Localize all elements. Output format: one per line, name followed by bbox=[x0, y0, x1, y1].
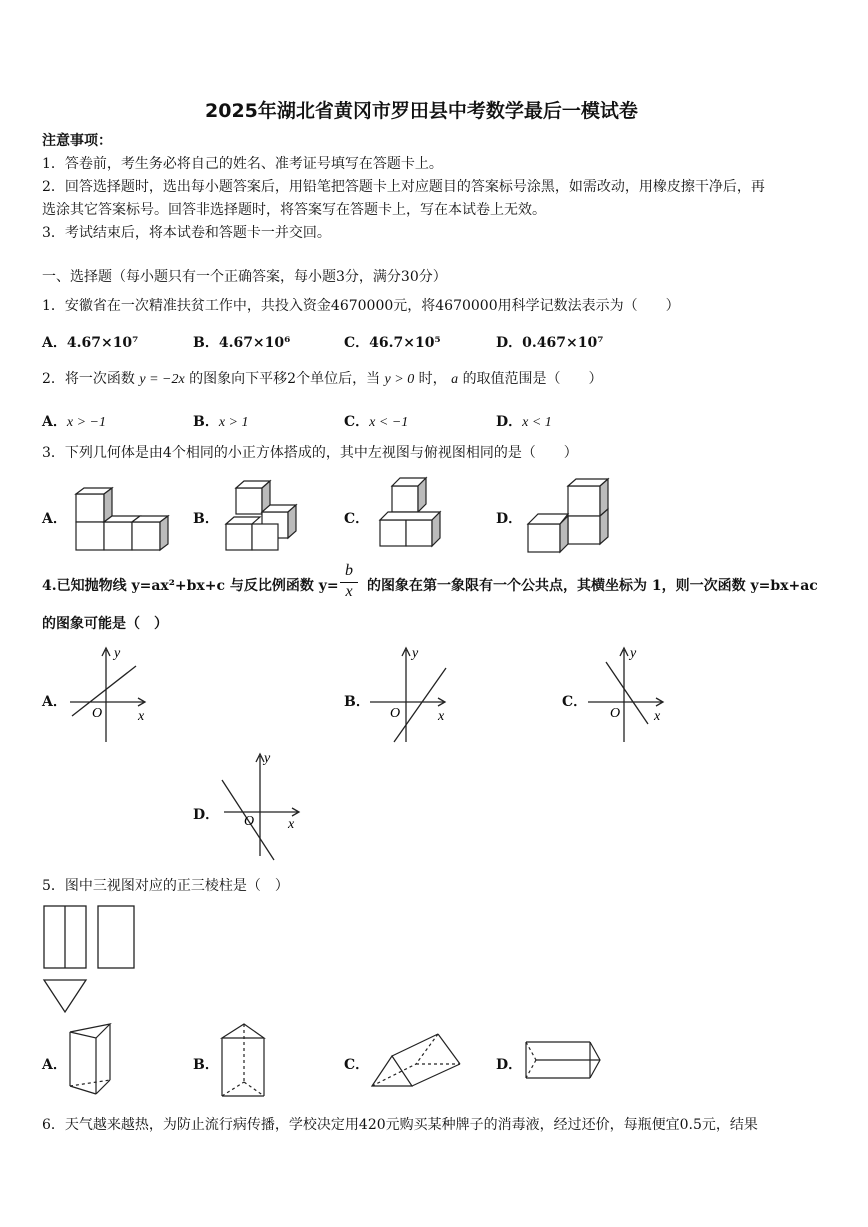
axis-label-x: x bbox=[438, 709, 445, 724]
q6-stem: 6．天气越来越热，为防止流行病传播，学校决定用420元购买某种牌子的消毒液，经过还价，每瓶便宜0.5元，结果 bbox=[42, 1117, 758, 1133]
notice-item-3: 3．考试结束后，将本试卷和答题卡一并交回。 bbox=[42, 225, 331, 241]
origin-label: O bbox=[610, 706, 621, 721]
option-math: x > 1 bbox=[218, 415, 249, 430]
q4-stem-part3: 的图象可能是（ ） bbox=[42, 616, 168, 632]
origin-label: O bbox=[390, 706, 401, 721]
q4-stem-part2: 的图象在第一象限有一个公共点，其横坐标为 1，则一次函数 y=bx+ac bbox=[367, 578, 818, 594]
q2-stem bbox=[42, 370, 603, 389]
q2-option-c bbox=[344, 411, 408, 431]
q3-option-c-label: C． bbox=[344, 511, 370, 527]
q3-option-a-label: A． bbox=[42, 511, 67, 527]
origin-label: O bbox=[92, 706, 103, 721]
q5-option-d-label: D． bbox=[496, 1057, 523, 1073]
q2-option-b bbox=[193, 411, 249, 431]
page-title: 2025年湖北省黄冈市罗田县中考数学最后一模试卷 bbox=[205, 100, 638, 122]
q4-fraction bbox=[340, 562, 358, 601]
q5-option-b-label: B． bbox=[193, 1057, 219, 1073]
axis-label-y: y bbox=[630, 646, 637, 661]
option-math: x > −1 bbox=[66, 415, 106, 430]
q1-option-d: D．0.467×10⁷ bbox=[496, 335, 604, 351]
q2-option-a bbox=[42, 411, 106, 431]
q1-option-a: A．4.67×10⁷ bbox=[42, 335, 139, 351]
q4-graph-b bbox=[366, 644, 466, 746]
q2-stem-part: 的取值范围是（ ） bbox=[462, 371, 603, 387]
q3-figure-a-cubes bbox=[72, 486, 182, 556]
q3-stem: 3．下列几何体是由4个相同的小正方体搭成的，其中左视图与俯视图相同的是（ ） bbox=[42, 445, 578, 461]
q2-math-expr: a bbox=[451, 372, 459, 387]
q2-option-d bbox=[496, 411, 552, 431]
q4-graph-d bbox=[216, 752, 316, 864]
notice-item-2: 2．回答选择题时，选出每小题答案后，用铅笔把答题卡上对应题目的答案标号涂黑，如需改动，用橡皮擦干净后，再 bbox=[42, 179, 765, 195]
q4-graph-a bbox=[66, 644, 166, 746]
section-heading: 一、选择题（每小题只有一个正确答案，每小题3分，满分30分） bbox=[42, 269, 447, 285]
axis-label-y: y bbox=[264, 751, 271, 766]
q4-option-d-label: D． bbox=[193, 807, 220, 823]
q4-option-a-label: A． bbox=[42, 694, 67, 710]
q4-fraction-denominator: x bbox=[340, 582, 358, 601]
q5-stem: 5．图中三视图对应的正三棱柱是（ ） bbox=[42, 878, 289, 894]
q3-figure-d-cubes bbox=[524, 476, 620, 558]
q5-prism-c bbox=[368, 1030, 476, 1092]
option-math: x < −1 bbox=[369, 415, 409, 430]
axis-label-y: y bbox=[412, 646, 419, 661]
q1-option-c: C．46.7×10⁵ bbox=[344, 335, 441, 351]
q3-option-b-label: B． bbox=[193, 511, 219, 527]
q4-stem-part1: 4.已知抛物线 y=ax²+bx+c 与反比例函数 y= bbox=[42, 578, 339, 594]
q5-prism-d bbox=[522, 1036, 606, 1086]
q2-stem-part: 的图象向下平移2个单位后，当 bbox=[189, 371, 381, 387]
axis-label-y: y bbox=[114, 646, 121, 661]
q4-option-c-label: C． bbox=[562, 694, 588, 710]
q1-option-b: B．4.67×10⁶ bbox=[193, 335, 291, 351]
axis-label-x: x bbox=[138, 709, 145, 724]
q3-figure-b-cubes bbox=[222, 478, 312, 558]
q3-option-d-label: D． bbox=[496, 511, 523, 527]
q5-option-c-label: C． bbox=[344, 1057, 370, 1073]
option-label: D． bbox=[496, 414, 523, 430]
axis-label-x: x bbox=[654, 709, 661, 724]
q5-prism-b bbox=[216, 1022, 272, 1102]
notice-item-2-cont: 选涂其它答案标号。回答非选择题时，将答案写在答题卡上，写在本试卷上无效。 bbox=[42, 202, 546, 218]
option-math: x < 1 bbox=[522, 415, 552, 430]
option-label: B． bbox=[193, 414, 219, 430]
q5-prism-a bbox=[64, 1022, 116, 1102]
q5-three-views bbox=[42, 904, 138, 1016]
origin-label: O bbox=[244, 814, 255, 829]
option-label: C． bbox=[344, 414, 370, 430]
q2-math-expr: y > 0 bbox=[384, 372, 415, 387]
notice-item-1: 1．答卷前，考生务必将自己的姓名、准考证号填写在答题卡上。 bbox=[42, 156, 443, 172]
q2-stem-part: 时， bbox=[418, 371, 447, 387]
option-label: A． bbox=[42, 414, 67, 430]
notice-heading: 注意事项： bbox=[42, 133, 112, 149]
q2-stem-part: 2．将一次函数 bbox=[42, 371, 135, 387]
q1-stem: 1．安徽省在一次精准扶贫工作中，共投入资金4670000元，将4670000用科学记数法表示为（ ） bbox=[42, 298, 680, 314]
q4-option-b-label: B． bbox=[344, 694, 370, 710]
q5-option-a-label: A． bbox=[42, 1057, 67, 1073]
q2-math-expr: y = −2x bbox=[139, 372, 185, 387]
q4-fraction-numerator: b bbox=[345, 562, 353, 579]
q4-graph-c bbox=[584, 644, 684, 746]
axis-label-x: x bbox=[288, 817, 295, 832]
q3-figure-c-cubes bbox=[376, 474, 456, 554]
